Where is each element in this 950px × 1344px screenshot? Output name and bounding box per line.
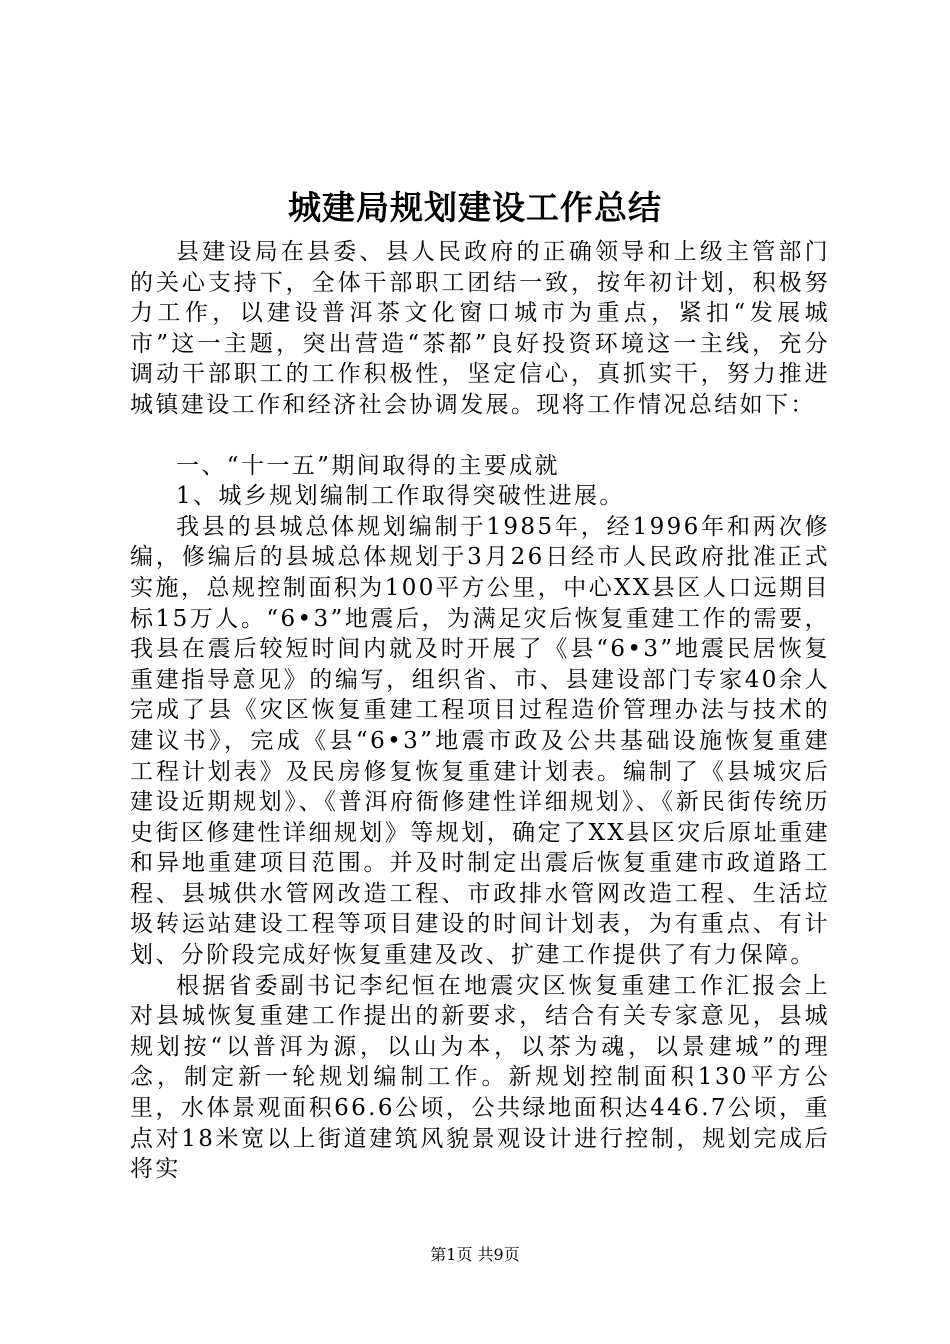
subsection-heading: 1、城乡规划编制工作取得突破性进展。 xyxy=(176,483,625,510)
document-body xyxy=(130,237,830,1185)
intro-paragraph: 县建设局在县委、县人民政府的正确领导和上级主管部门的关心支持下，全体干部职工团结一致，按年初计划，积极努力工作，以建设普洱茶文化窗口城市为重点，紧扣“发展城市”这一主题，突出营造“茶都”良好投资环境这一主线，充分调动干部职工的工作积极性，坚定信心，真抓实干，努力推进城镇建设工作和经济社会协调发展。现将工作情况总结如下： xyxy=(130,239,830,418)
page-footer: 第1页 共9页 xyxy=(430,1245,520,1264)
body-paragraph: 根据省委副书记李纪恒在地震灾区恢复重建工作汇报会上对县城恢复重建工作提出的新要求，结合有关专家意见，县城规划按“以普洱为源，以山为本，以茶为魂，以景建城”的理念，制定新一轮规划编制工作。新规划控制面积130平方公里，水体景观面积66.6公顷，公共绿地面积达446.7公顷，重点对18米宽以上街道建筑风貌景观设计进行控制，规划完成后将实 xyxy=(130,972,830,1183)
document-title: 城建局规划建设工作总结 xyxy=(288,188,662,227)
body-paragraph: 我县的县城总体规划编制于1985年，经1996年和两次修编，修编后的县城总体规划于3月26日经市人民政府批准正式实施，总规控制面积为100平方公里，中心XX县区人口远期目标15万人。“6•3”地震后，为满足灾后恢复重建工作的需要，我县在震后较短时间内就及时开展了《县“6•3”地震民居恢复重建指导意见》的编写，组织省、市、县建设部门专家40余人完成了县《灾区恢复重建工程项目过程造价管理办法与技术的建议书》，完成《县“6•3”地震市政及公共基础设施恢复重建工程计划表》及民房修复恢复重建计划表。编制了《县城灾后建设近期规划》、《普洱府衙修建性详细规划》、《新民街传统历史街区修建性详细规划》等规划，确定了XX县区灾后原址重建和异地重建项目范围。并及时制定出震后恢复重建市政道路工程、县城供水管网改造工程、市政排水管网改造工程、生活垃圾转运站建设工程等项目建设的时间计划表，为有重点、有计划、分阶段完成好恢复重建及改、扩建工作提供了有力保障。 xyxy=(130,513,830,969)
section-heading: 一、“十一五”期间取得的主要成就 xyxy=(176,452,560,479)
